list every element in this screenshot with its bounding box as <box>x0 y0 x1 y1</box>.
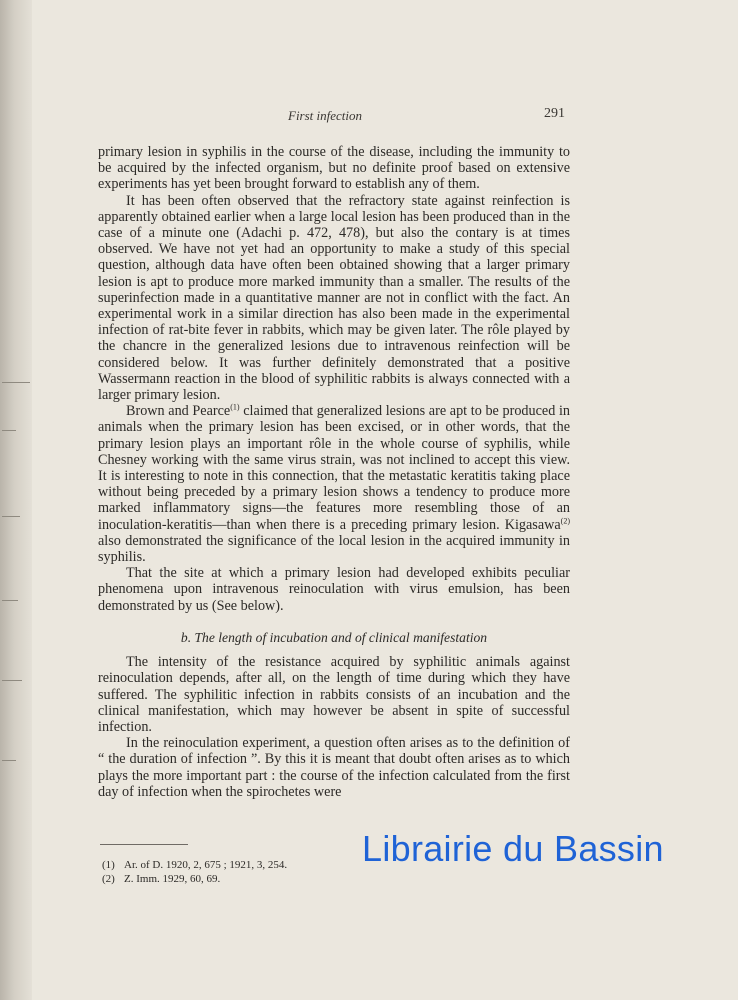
footnote-2-text: Z. Imm. 1929, 60, 69. <box>124 873 221 885</box>
gutter-rule <box>2 430 16 431</box>
footnote-2-number: (2) <box>102 873 115 885</box>
gutter-rule <box>2 600 18 601</box>
gutter-rule <box>2 760 16 761</box>
paragraph-3-text-a: Brown and Pearce <box>126 403 231 420</box>
paragraph-3-text-b: claimed that generalized lesions are apt to be produced in animals when the primary lesion has been excised, or in other words, that the primary lesion plays an important rôle in the whole course of syphilis, while Chesney working with the same virus strain, was not inclined to accept this view. It is interesting to note in this connection, that the metastatic keratitis taking place without being preceded by a primary lesion shows a tendency to produce more marked inflammatory signs—the features more resembling those of an inoculation-keratitis—than when there is a preceding primary lesion. Kigasawa <box>98 403 570 533</box>
gutter-rule <box>2 516 20 517</box>
paragraph-5: The intensity of the resistance acquired by syphilitic animals against reinoculation depends, after all, on the length of time during which they have suffered. The syphilitic infection in rabbits consists of an incubation and the clinical manifestation, which may however be absent in spite of successful infection. <box>98 654 570 735</box>
footnote-1-number: (1) <box>102 859 115 871</box>
footnote-1-text: Ar. of D. 1920, 2, 675 ; 1921, 3, 254. <box>124 859 288 871</box>
footnote-ref-2: (2) <box>560 515 570 525</box>
page-number: 291 <box>544 106 565 121</box>
footnote-divider <box>100 844 188 845</box>
gutter-rule <box>2 680 22 681</box>
paragraph-4: That the site at which a primary lesion had developed exhibits peculiar phenomena upon intravenous reinoculation with virus emulsion, has been demonstrated by us (See below). <box>98 565 570 614</box>
paragraph-6: In the reinoculation experiment, a question often arises as to the definition of “ the duration of infection ”. By this it is meant that doubt often arises as to which plays the more important part : the course of the infection calculated from the first day of infection when the spirochetes were <box>98 735 570 800</box>
paragraph-1: primary lesion in syphilis in the course of the disease, including the immunity to be acquired by the infected organism, but no definite proof based on extensive experiments has yet been brought forward to establish any of them. <box>98 144 570 193</box>
footnote-2 <box>102 872 287 886</box>
section-heading: b. The length of incubation and of clinical manifestation <box>180 629 488 645</box>
paragraph-2: It has been often observed that the refractory state against reinfection is apparently obtained earlier when a large local lesion has been produced than in the case of a minute one (Adachi p. 472, 478), but also the contary is at times observed. We have not yet had an opportunity to make a study of this special question, although data have often been obtained showing that a larger primary lesion is apt to produce more marked immunity than a smaller. The results of the superinfection made in a quantitative manner are not in conflict with the fact. An experimental work in a similar direction has also been made in the experimental infection of rat-bite fever in rabbits, which may be given later. The rôle played by the chancre in the generalized lesions due to intravenous reinfection will be considered below. It was further definitely demonstrated that a positive Wassermann reaction in the blood of syphilitic rabbits is always connected with a larger primary lesion. <box>98 192 570 404</box>
footnote-ref-1: (1) <box>230 402 240 412</box>
paragraph-3 <box>98 403 570 565</box>
footnote-1 <box>102 858 287 872</box>
running-title: First infection <box>288 108 363 123</box>
facing-page-edge <box>0 0 32 1000</box>
seller-watermark: Librairie du Bassin <box>362 828 664 869</box>
paragraph-3-text-c: also demonstrated the significance of the local lesion in the acquired immunity in syphilis. <box>98 532 570 566</box>
body-text <box>98 144 570 800</box>
gutter-rule <box>2 382 30 383</box>
footnotes <box>102 858 287 886</box>
